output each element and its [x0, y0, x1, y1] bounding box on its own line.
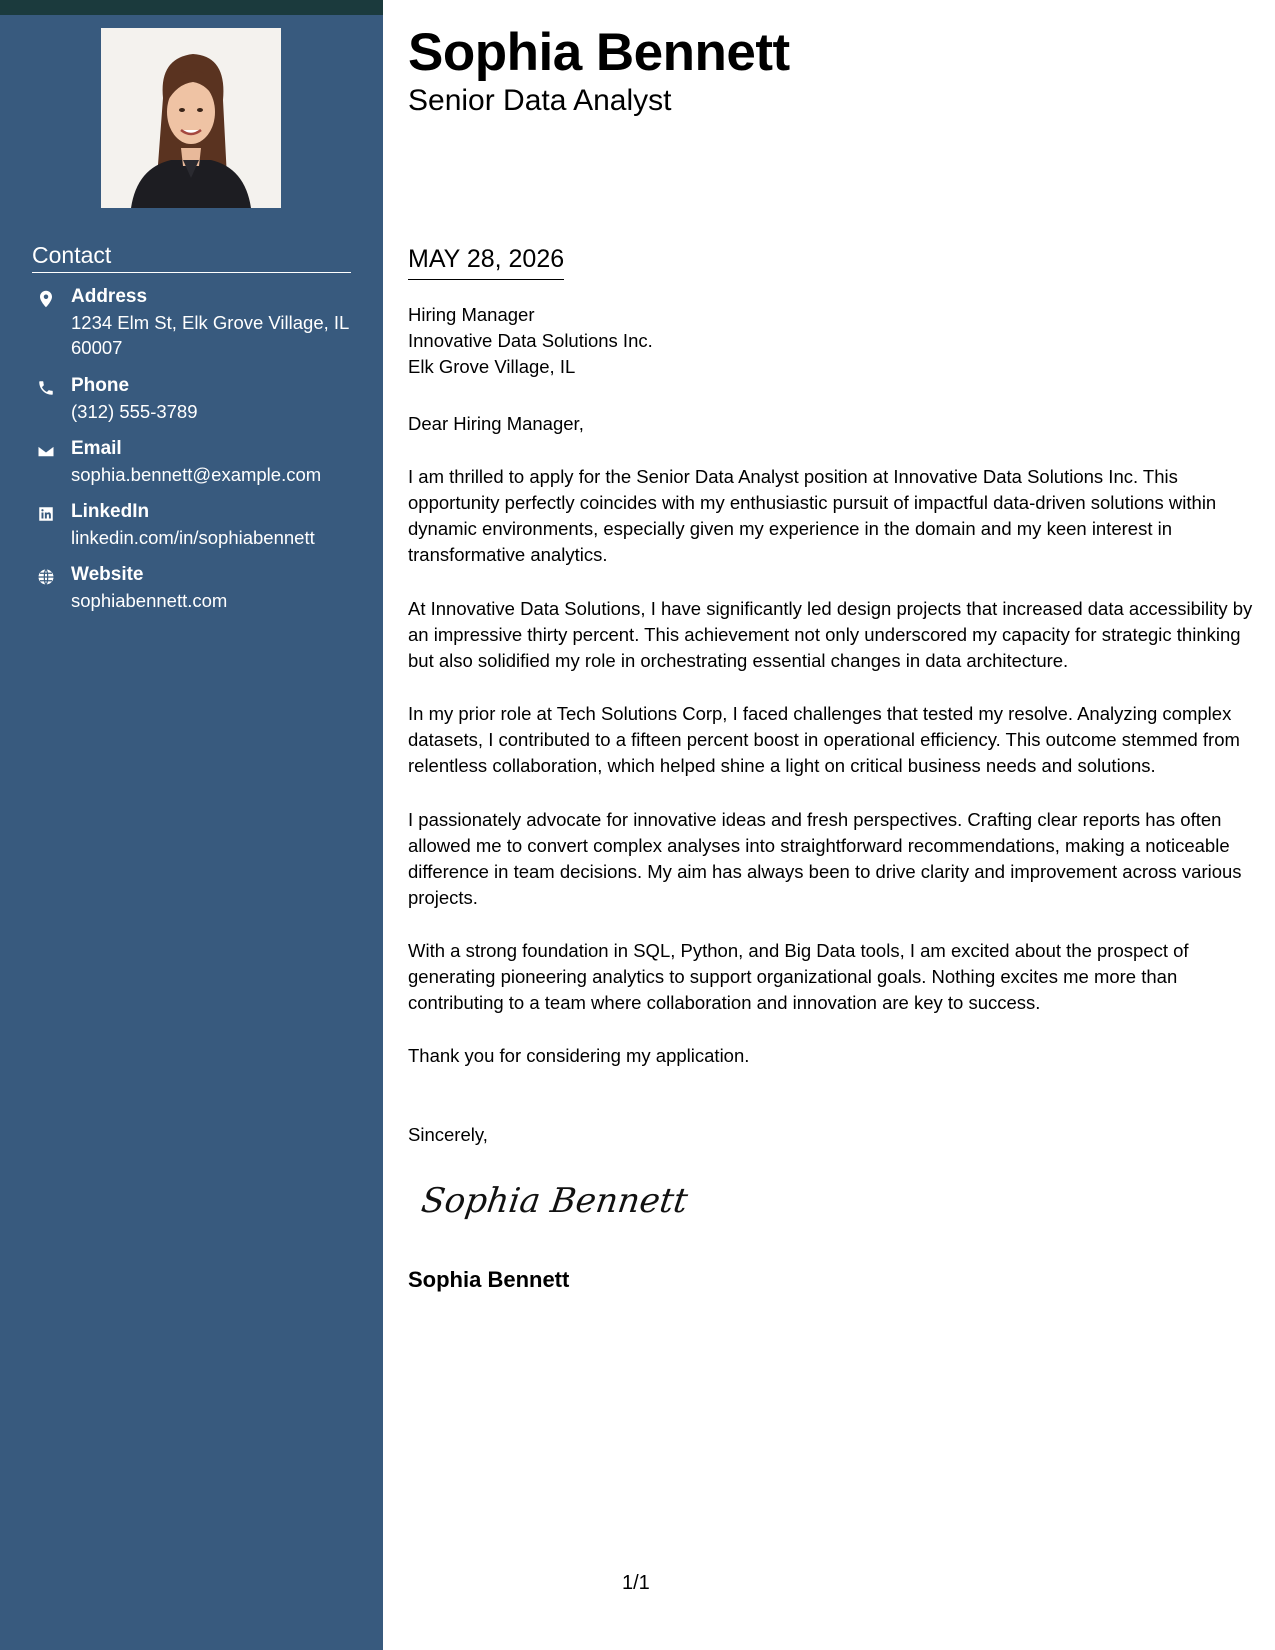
- paragraph: At Innovative Data Solutions, I have significantly led design projects that increased data accessibility by an impressive thirty percent. This achievement not only underscored my capacity for strategic thinking but also solidified my role in orchestrating essential changes in data architecture.: [408, 598, 1253, 671]
- candidate-name: Sophia Bennett: [408, 23, 790, 82]
- paragraph: I passionately advocate for innovative ideas and fresh perspectives. Crafting clear reports has often allowed me to convert complex analyses into straightforward recommendations, making a noticeable difference in team decisions. My aim has always been to drive clarity and improvement across various projects.: [408, 809, 1242, 908]
- linkedin-value[interactable]: linkedin.com/in/sophiabennett: [71, 527, 315, 548]
- email-value[interactable]: sophia.bennett@example.com: [71, 464, 322, 485]
- phone-value[interactable]: (312) 555-3789: [71, 401, 198, 422]
- contact-label: Address: [71, 286, 148, 307]
- handwritten-signature: [418, 1170, 691, 1230]
- signer-name: Sophia Bennett: [408, 1267, 570, 1292]
- contact-label: Email: [71, 438, 122, 459]
- letter-date: MAY 28, 2026: [408, 242, 564, 280]
- contact-heading: Contact: [32, 241, 351, 273]
- page-number: 1/1: [622, 1572, 650, 1594]
- salutation: Dear Hiring Manager,: [408, 413, 584, 434]
- signature-text: Sophia Bennett: [418, 1181, 691, 1221]
- paragraph: Thank you for considering my application.: [408, 1045, 750, 1066]
- recipient-line: Elk Grove Village, IL: [408, 356, 576, 377]
- contact-label: Phone: [71, 375, 130, 396]
- top-accent-strip: [0, 0, 383, 15]
- phone-icon: [36, 378, 56, 398]
- contact-label: Website: [71, 564, 144, 585]
- paragraph: In my prior role at Tech Solutions Corp, I faced challenges that tested my resolve. Analyzing complex datasets, I contributed to a fifteen percent boost in operational efficiency. This outcome stemmed from relentless collaboration, which helped shine a light on critical business needs and solutions.: [408, 703, 1240, 776]
- candidate-title: Senior Data Analyst: [408, 84, 672, 117]
- globe-icon: [36, 567, 56, 587]
- contact-label: LinkedIn: [71, 501, 150, 522]
- linkedin-icon: [36, 504, 56, 524]
- recipient-line: Hiring Manager: [408, 304, 535, 325]
- profile-photo: [101, 28, 281, 208]
- closing: Sincerely,: [408, 1124, 488, 1145]
- address-value: 1234 Elm St, Elk Grove Village, IL 60007: [71, 312, 349, 358]
- recipient-line: Innovative Data Solutions Inc.: [408, 330, 653, 351]
- avatar: [101, 28, 281, 208]
- recipient-block: [408, 302, 653, 380]
- map-pin-icon: [36, 289, 56, 309]
- envelope-icon: [36, 441, 56, 461]
- paragraph: With a strong foundation in SQL, Python, and Big Data tools, I am excited about the prospect of generating pioneering analytics to support organizational goals. Nothing excites me more than contributing to a team where collaboration and innovation are key to success.: [408, 940, 1189, 1013]
- website-value[interactable]: sophiabennett.com: [71, 590, 228, 611]
- sidebar: [0, 15, 383, 1650]
- paragraph: I am thrilled to apply for the Senior Data Analyst position at Innovative Data Solutions Inc. This opportunity perfectly coincides with my enthusiastic pursuit of impactful data-driven solutions within dynamic environments, especially given my experience in the domain and my keen interest in transformative analytics.: [408, 466, 1217, 565]
